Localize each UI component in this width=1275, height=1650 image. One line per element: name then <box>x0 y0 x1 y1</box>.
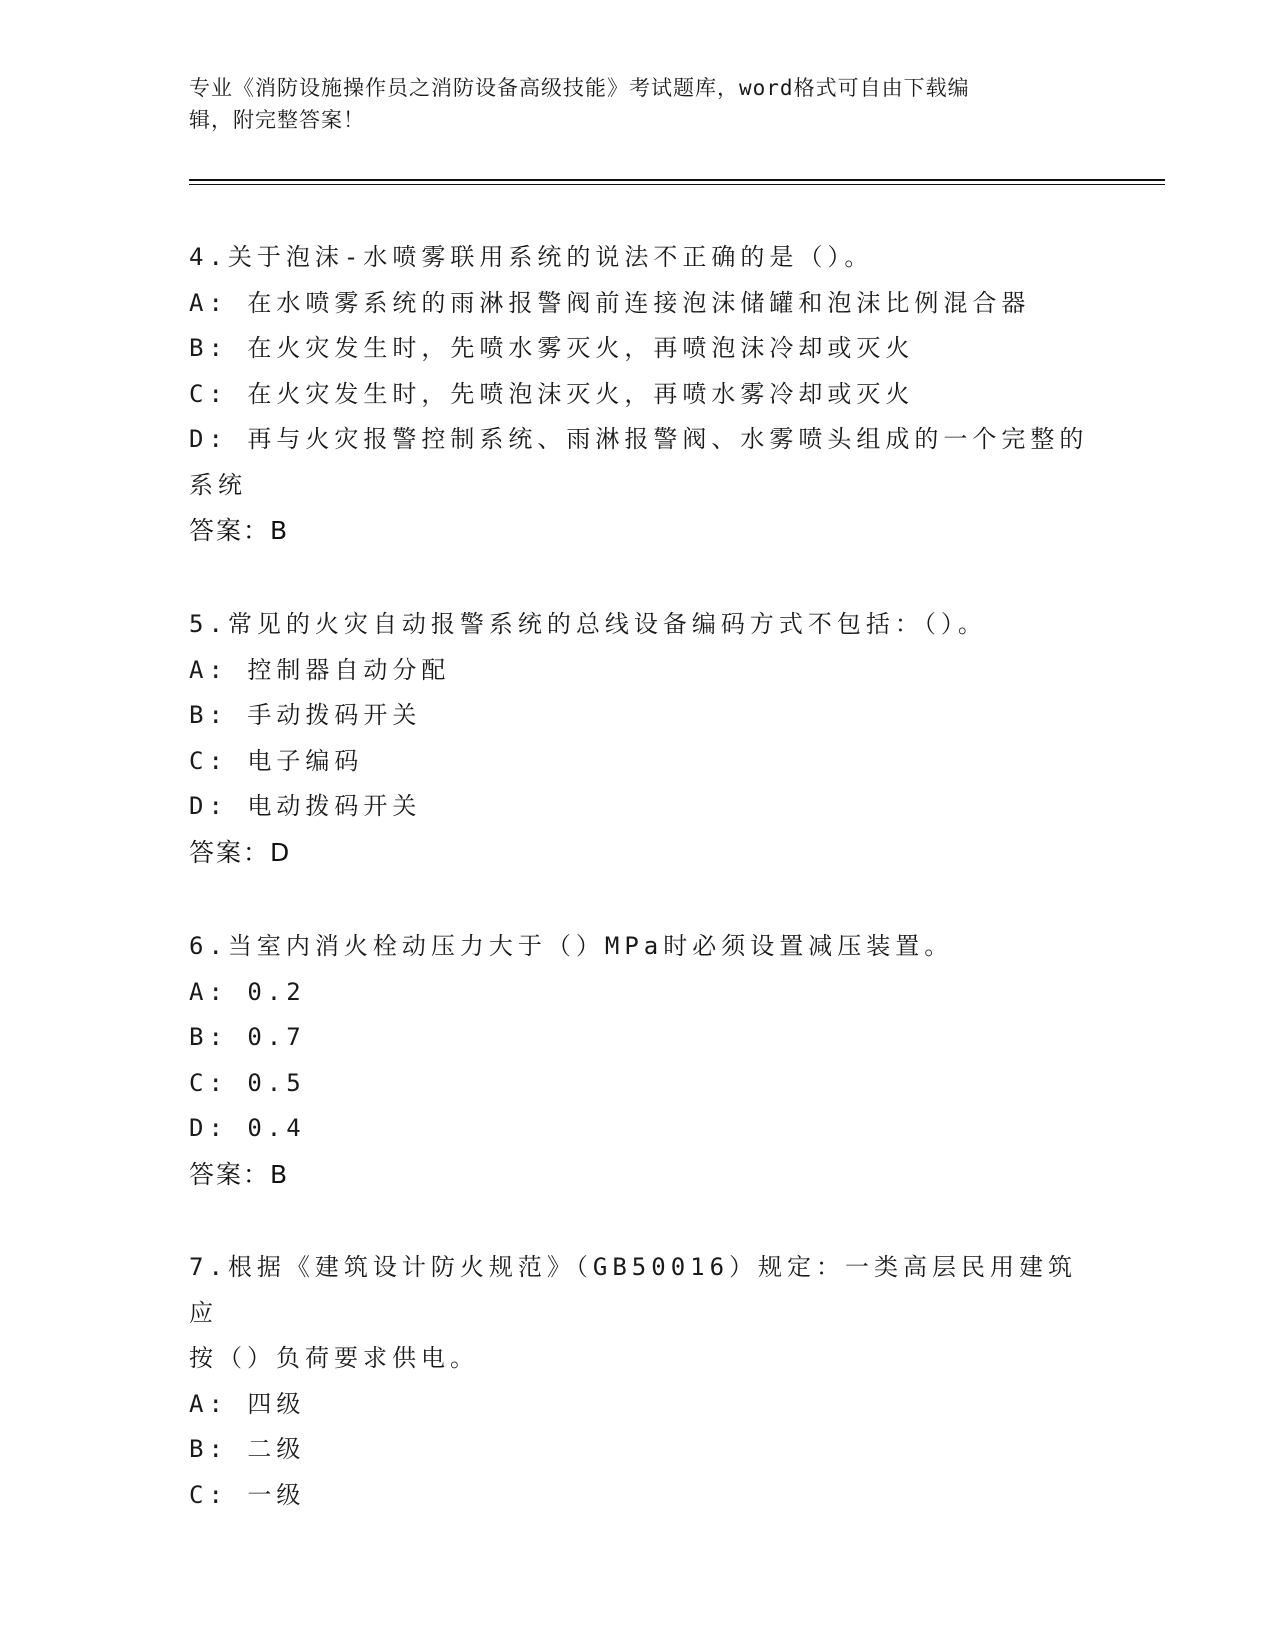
option-c: C: 一级 <box>189 1480 306 1509</box>
question-stem: 5.常见的火灾自动报警系统的总线设备编码方式不包括：（）。 <box>189 610 987 638</box>
answer-label: 答案：B <box>189 1159 290 1189</box>
question-stem: 7.根据《建筑设计防火规范》（GB50016）规定：一类高层民用建筑应 <box>189 1253 1078 1327</box>
option-a: A: 在水喷雾系统的雨淋报警阀前连接泡沫储罐和泡沫比例混合器 <box>189 288 1031 317</box>
option-b: B: 二级 <box>189 1435 306 1463</box>
option-c: C: 电子编码 <box>189 746 364 775</box>
question-7 <box>189 1245 1089 1518</box>
header-divider-thick <box>189 179 1165 181</box>
question-6 <box>189 924 1089 1197</box>
option-d-continued: 系统 <box>189 470 247 499</box>
question-stem: 4.关于泡沫-水喷雾联用系统的说法不正确的是（）。 <box>189 243 874 271</box>
option-a: A: 四级 <box>189 1389 306 1418</box>
header-line-1: 专业《消防设施操作员之消防设备高级技能》考试题库，word格式可自由下载编 <box>189 76 970 100</box>
question-4 <box>189 235 1089 554</box>
option-c: C: 在火灾发生时，先喷泡沫灭火，再喷水雾冷却或灭火 <box>189 379 915 408</box>
option-b: B: 0.7 <box>189 1023 306 1051</box>
option-d: D: 电动拨码开关 <box>189 792 422 820</box>
question-stem: 6.当室内消火栓动压力大于（）MPa时必须设置减压装置。 <box>189 932 954 960</box>
question-5 <box>189 602 1089 875</box>
option-a: A: 控制器自动分配 <box>189 655 451 684</box>
option-c: C: 0.5 <box>189 1068 306 1097</box>
option-b: B: 在火灾发生时，先喷水雾灭火，再喷泡沫冷却或灭火 <box>189 334 915 362</box>
question-stem-continued: 按（）负荷要求供电。 <box>189 1344 479 1372</box>
option-d: D: 0.4 <box>189 1114 306 1142</box>
answer-label: 答案：B <box>189 516 290 545</box>
option-a: A: 0.2 <box>189 977 306 1006</box>
header-line-2: 辑，附完整答案！ <box>189 108 365 132</box>
header-divider-thin <box>189 184 1165 185</box>
document-header <box>189 72 1089 136</box>
option-d: D: 再与火灾报警控制系统、雨淋报警阀、水雾喷头组成的一个完整的 <box>189 425 1089 453</box>
option-b: B: 手动拨码开关 <box>189 701 422 729</box>
answer-label: 答案：D <box>189 837 292 867</box>
